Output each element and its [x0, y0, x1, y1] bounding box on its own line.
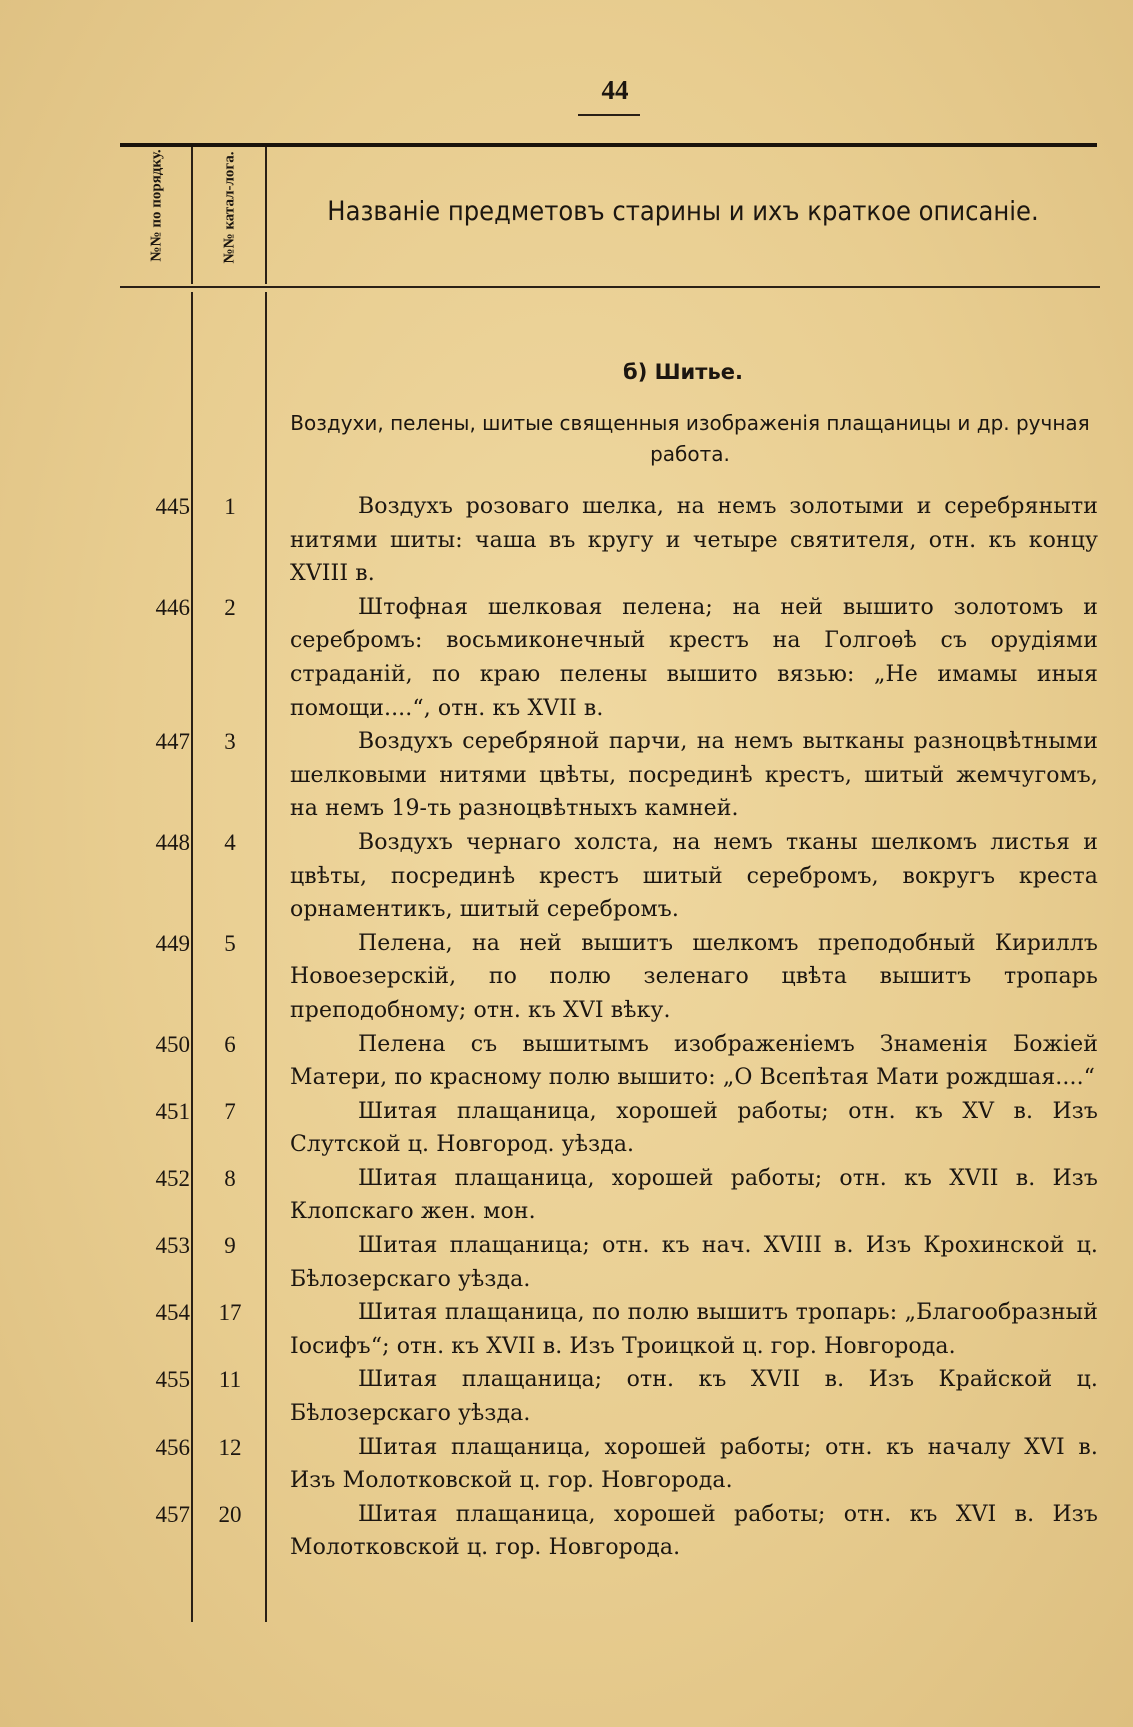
entry-catalog-number: 5	[224, 930, 236, 956]
entry-description: Воздухъ чернаго холста, на немъ тканы шелкомъ листья и цвѣты, посрединѣ крестъ шитый серебромъ, вокругъ креста орнаментикъ, шитый серебромъ.	[290, 829, 1098, 923]
entry-catalog-number: 8	[224, 1165, 236, 1191]
entry-order-number: 454	[155, 1300, 190, 1326]
column-header-catalog-number: №№ катал-лога.	[221, 151, 238, 264]
entry-order-number: 453	[155, 1233, 190, 1259]
entry-order-number: 451	[155, 1098, 190, 1124]
entry-description: Шитая плащаница, хорошей работы; отн. къ XVI в. Изъ Молотковской ц. гор. Новгорода.	[290, 1501, 1098, 1561]
entry-description: Шитая плащаница, по полю вышитъ тропарь: „Благообразный Іосифъ“; отн. къ XVII в. Изъ Троицкой ц. гор. Новгорода.	[290, 1300, 1098, 1359]
list-item	[0, 826, 1133, 927]
entry-description: Шитая плащаница, хорошей работы; отн. къ XV в. Изъ Слутской ц. Новгород. уѣзда.	[290, 1098, 1098, 1158]
list-item	[0, 490, 1133, 591]
entry-catalog-number: 7	[224, 1098, 236, 1124]
entry-order-number: 456	[155, 1434, 190, 1460]
list-item	[0, 1229, 1133, 1296]
entries-list	[0, 490, 1133, 1565]
page-number: 44	[601, 75, 629, 105]
entry-order-number: 447	[155, 729, 190, 755]
entry-catalog-number: 9	[224, 1233, 236, 1259]
list-item	[0, 1296, 1133, 1363]
entry-description: Пелена, на ней вышитъ шелкомъ преподобный Кириллъ Новоезерскій, по полю зеленаго цвѣта вышитъ тропарь преподобному; отн. къ XVI вѣку.	[290, 930, 1098, 1023]
entry-description: Воздухъ серебряной парчи, на немъ вытканы разноцвѣтными шелковыми нитями цвѣты, посрединѣ крестъ, шитый жемчугомъ, на немъ 19-ть разноцвѣтныхъ камней.	[290, 729, 1098, 822]
entry-order-number: 449	[155, 930, 190, 956]
column-header-description: Названіе предметовъ старины и ихъ краткое описаніе.	[327, 196, 1039, 227]
entry-description: Воздухъ розоваго шелка, на немъ золотыми и серебряныти нитями шиты: чаша въ кругу и четыре святителя, отн. къ концу XVIII в.	[290, 494, 1098, 587]
entry-order-number: 445	[155, 494, 190, 519]
entry-catalog-number: 3	[224, 729, 236, 755]
list-item	[0, 591, 1133, 725]
entry-description: Шитая плащаница, хорошей работы; отн. къ XVII в. Изъ Клопскаго жен. мон.	[290, 1165, 1098, 1225]
entry-catalog-number: 1	[224, 494, 236, 519]
entry-order-number: 446	[155, 594, 190, 620]
entry-catalog-number: 20	[218, 1501, 242, 1527]
section-title: б) Шитье.	[623, 360, 743, 384]
column-header-order-number: №№ по порядку.	[148, 149, 165, 262]
list-item	[0, 1363, 1133, 1430]
entry-catalog-number: 2	[224, 594, 236, 620]
list-item	[0, 1431, 1133, 1498]
entry-order-number: 450	[155, 1031, 190, 1057]
entry-order-number: 455	[155, 1367, 190, 1393]
entry-order-number: 448	[155, 829, 190, 855]
entry-description: Штофная шелковая пелена; на ней вышито золотомъ и серебромъ: восьмиконечный крестъ на Голгоѳѣ съ орудіями страданій, по краю пелены вышито вязью: „Не имамы иныя помощи....“, отн. къ XVII в.	[290, 594, 1098, 721]
entry-order-number: 452	[155, 1165, 190, 1191]
list-item	[0, 1028, 1133, 1095]
section-subtitle: Воздухи, пелены, шитые священныя изображенія плащаницы и др. ручная работа.	[290, 411, 1090, 466]
list-item	[0, 725, 1133, 826]
entry-catalog-number: 6	[224, 1031, 236, 1057]
column-divider-2-header	[265, 147, 267, 284]
entry-order-number: 457	[155, 1501, 190, 1527]
header-bottom-rule	[120, 286, 1100, 288]
entry-catalog-number: 17	[218, 1300, 242, 1326]
page-number-underline	[578, 114, 640, 116]
entry-description: Шитая плащаница; отн. къ нач. XVIII в. Изъ Крохинской ц. Бѣлозерскаго уѣзда.	[290, 1233, 1098, 1292]
entry-description: Шитая плащаница, хорошей работы; отн. къ началу XVI в. Изъ Молотковской ц. гор. Новгорода.	[290, 1434, 1098, 1494]
entry-catalog-number: 4	[224, 829, 236, 855]
list-item	[0, 1095, 1133, 1162]
entry-description: Шитая плащаница; отн. къ XVII в. Изъ Крайской ц. Бѣлозерскаго уѣзда.	[290, 1367, 1098, 1427]
entry-catalog-number: 12	[218, 1434, 242, 1460]
entry-description: Пелена съ вышитымъ изображеніемъ Знаменія Божіей Матери, по красному полю вышито: „О Всепѣтая Мати рождшая....“	[290, 1031, 1098, 1091]
list-item	[0, 927, 1133, 1028]
column-divider-1-header	[191, 147, 193, 284]
list-item	[0, 1162, 1133, 1229]
entry-catalog-number: 11	[218, 1367, 242, 1393]
list-item	[0, 1498, 1133, 1565]
